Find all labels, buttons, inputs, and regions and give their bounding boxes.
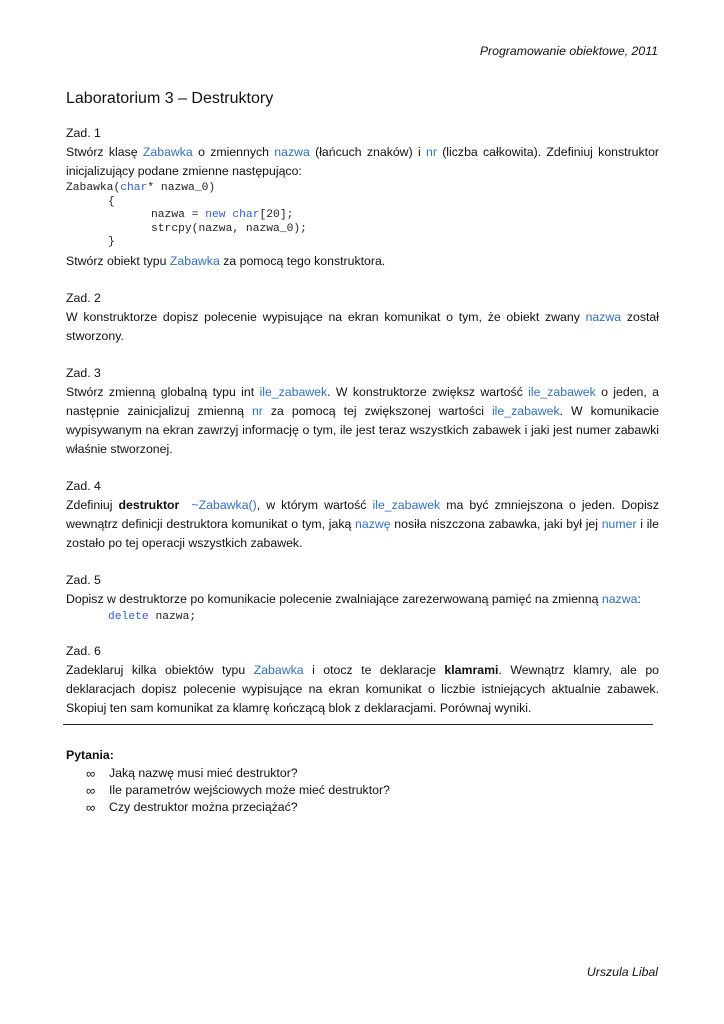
document-body [66, 86, 659, 718]
task-text: Stwórz klasę Zabawka o zmiennych nazwa (łańcuch znaków) i nr (liczba całkowita). Zdefiniuj konstruktor inicjalizujący podane zmienne następująco: [66, 145, 660, 178]
task-heading: Zad. 1 [66, 126, 101, 140]
code-line: nazwa = new char[20]; [151, 209, 294, 221]
page-title: Laboratorium 3 – Destruktory [66, 90, 274, 107]
task-heading: Zad. 3 [66, 365, 101, 380]
task-heading: Zad. 4 [66, 478, 101, 493]
questions-list [66, 765, 659, 816]
task-heading: Zad. 6 [66, 644, 101, 658]
list-item: ∞ Jaką nazwę musi mieć destruktor? [86, 766, 298, 781]
task-6 [66, 642, 659, 718]
section-divider [63, 724, 653, 725]
infinity-bullet-icon: ∞ [86, 766, 96, 781]
task-text: Zdefiniuj destruktor ~Zabawka(), w którym wartość ile_zabawek ma być zmniejszona o jeden. Dopisz wewnątrz definicji destruktora komunikat o tym, jaką nazwę nosiła niszczona zabawka, jaki był jej numer i ile zostało po tej operacji wszystkich zabawek. [66, 497, 659, 550]
code-line: strcpy(nazwa, nazwa_0); [151, 222, 307, 235]
questions-heading: Pytania: [66, 748, 114, 762]
list-item: ∞ Czy destruktor można przeciążać? [86, 800, 298, 815]
code-line: { [108, 195, 115, 208]
task-text: Dopisz w destruktorze po komunikacie polecenie zwalniające zarezerwowaną pamięć na zmienną nazwa: [66, 591, 641, 606]
task-text: Stwórz obiekt typu Zabawka za pomocą tego konstruktora. [66, 253, 386, 268]
list-item: ∞ Ile parametrów wejściowych może mieć destruktor? [86, 783, 390, 798]
header-course: Programowanie obiektowe, 2011 [479, 44, 658, 58]
infinity-bullet-icon: ∞ [86, 783, 96, 798]
task-4 [66, 477, 659, 553]
footer-author: Urszula Libal [586, 965, 658, 979]
task-text: W konstruktorze dopisz polecenie wypisujące na ekran komunikat o tym, że obiekt zwany nazwa został stworzony. [66, 309, 660, 343]
questions-section [66, 746, 659, 816]
task-3 [66, 364, 659, 459]
code-line: } [108, 236, 115, 248]
infinity-bullet-icon: ∞ [86, 800, 96, 815]
code-block [66, 182, 659, 250]
task-heading: Zad. 5 [66, 572, 101, 587]
task-text: Stwórz zmienną globalną typu int ile_zabawek. W konstruktorze zwiększ wartość ile_zabawek o jeden, a następnie zainicjalizuj zmienną nr za pomocą tej zwiększonej wartości ile_zabawek. W komunikacie wypisywanym na ekran zawrzyj informację o tym, ile jest teraz wszystkich zabawek i jaki jest numer zabawki właśnie stworzonej. [66, 384, 659, 456]
code-line: Zabawka(char* nazwa_0) [66, 182, 216, 194]
task-text: Zadeklaruj kilka obiektów typu Zabawka i otocz te deklaracje klamrami. Wewnątrz klamry, ale po deklaracjach dopisz polecenie wypisujące na ekran komunikat o liczbie istniejących aktualnie zabawek. Skopiuj ten sam komunikat za klamrę kończącą blok z deklaracjami. Porównaj wyniki. [66, 663, 659, 715]
code-line: delete nazwa; [108, 610, 197, 623]
task-1 [66, 124, 659, 271]
task-2 [66, 289, 659, 346]
task-5 [66, 571, 659, 625]
task-heading: Zad. 2 [66, 290, 101, 305]
